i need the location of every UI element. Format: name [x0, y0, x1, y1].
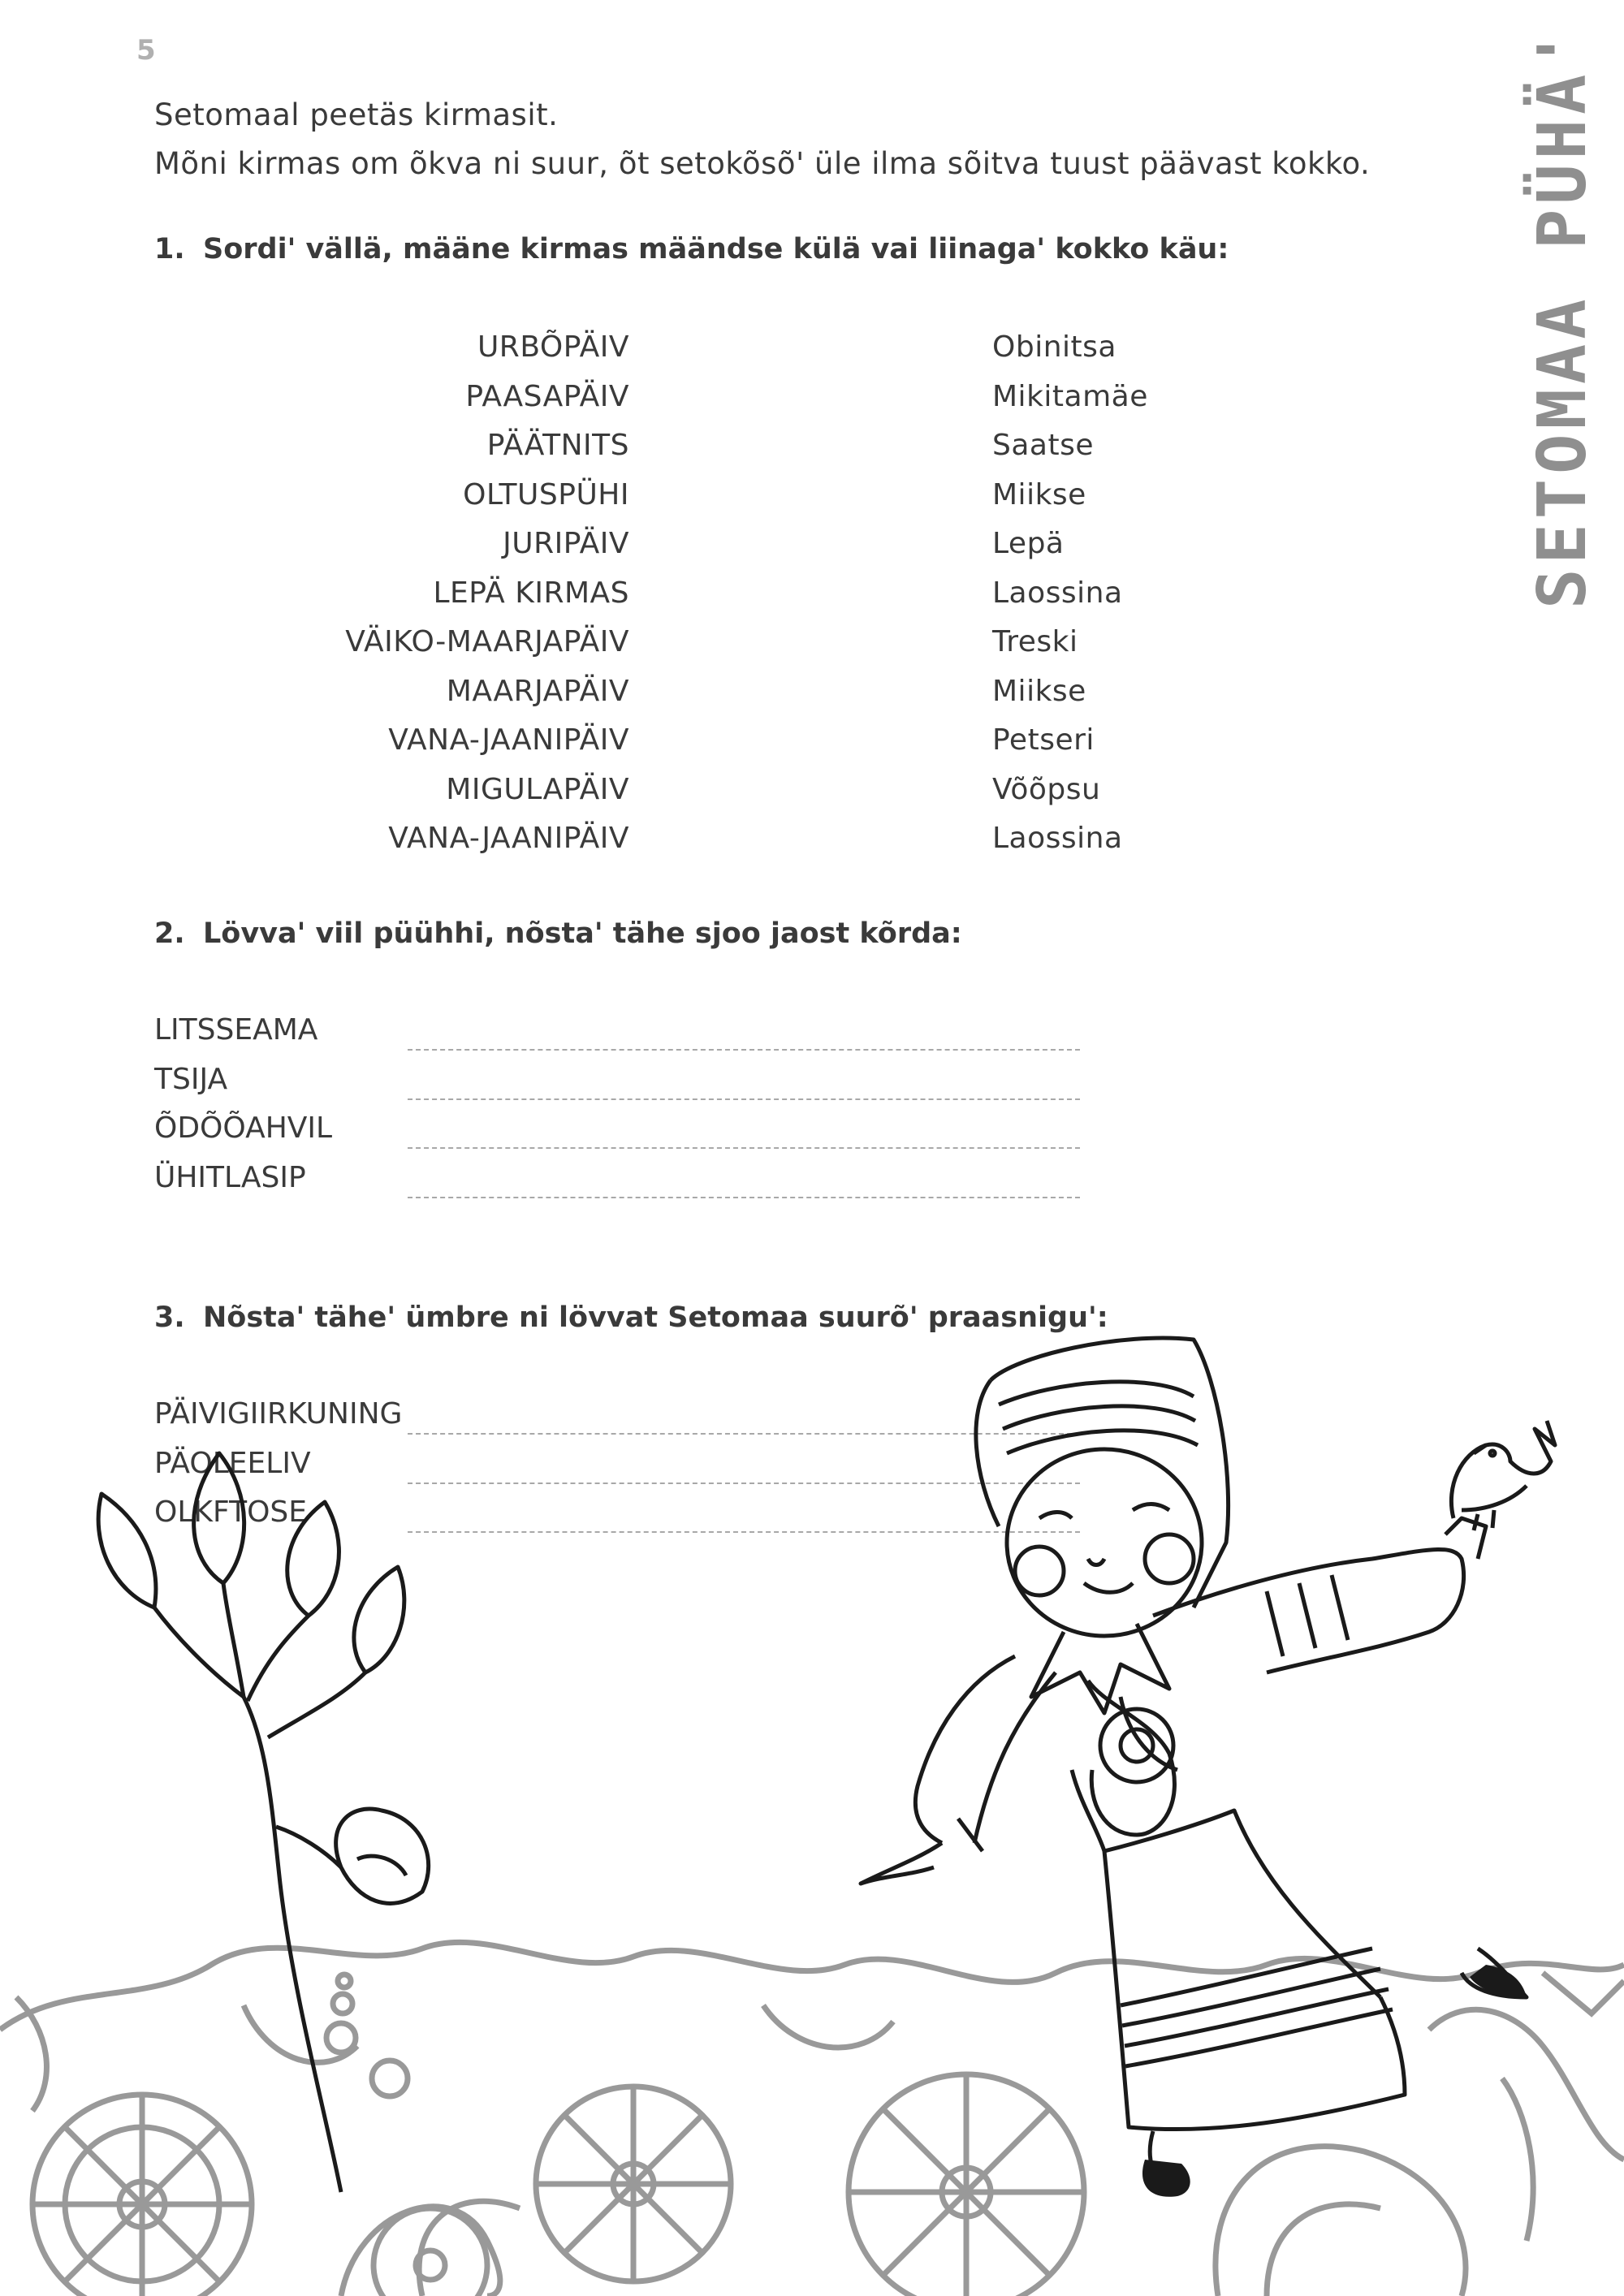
holiday-item: MAARJAPÄIV — [446, 674, 629, 708]
scrambled-word: OLKFTOSE — [154, 1495, 307, 1529]
illustration — [0, 1315, 1624, 2296]
task-1-text: Sordi' vällä, määne kirmas määndse külä vai liinaga' kokko käu: — [203, 233, 1229, 265]
scrambled-word: LITSSEAMA — [154, 1013, 318, 1047]
holiday-item: LEPÄ KIRMAS — [433, 576, 629, 610]
bird-icon — [1451, 1421, 1555, 1530]
place-item: Lepä — [992, 527, 1065, 560]
place-item: Saatse — [992, 429, 1094, 462]
place-item: Laossina — [992, 576, 1123, 610]
place-item: Mikitamäe — [992, 379, 1148, 413]
place-item: Laossina — [992, 822, 1123, 855]
page-number: 5 — [136, 34, 156, 67]
scramble-row — [154, 1007, 934, 1056]
boot-icon — [1142, 2160, 1190, 2197]
holiday-item: VANA-JAANIPÄIV — [388, 822, 629, 855]
place-list — [992, 323, 1317, 864]
task-2-text: Lövva' viil püühhi, nõsta' tähe sjoo jaost kõrda: — [203, 917, 962, 950]
place-item: Petseri — [992, 723, 1095, 757]
intro-line-2: Mõni kirmas om õkva ni suur, õt setokõsõ' üle ilma sõitva tuust päävast kokko. — [154, 146, 1371, 181]
task-3-number: 3. — [154, 1301, 185, 1334]
holiday-item: OLTUSPÜHI — [463, 477, 629, 511]
holiday-item: VÄIKO-MAARJAPÄIV — [345, 625, 629, 658]
holiday-list — [211, 323, 629, 864]
task-2-words — [154, 1007, 934, 1203]
answer-line[interactable] — [408, 1197, 1080, 1198]
holiday-item: URBÕPÄIV — [477, 330, 629, 364]
holiday-item: MIGULAPÄIV — [446, 772, 629, 806]
answer-line[interactable] — [408, 1147, 1080, 1149]
answer-line[interactable] — [408, 1049, 1080, 1051]
place-item: Miikse — [992, 477, 1086, 511]
task-1-number: 1. — [154, 233, 185, 265]
scrambled-word: PÄOLEELIV — [154, 1446, 311, 1480]
place-item: Treski — [992, 625, 1078, 658]
intro-text — [154, 91, 1370, 188]
scrambled-word: TSIJA — [154, 1062, 228, 1096]
place-item: Miikse — [992, 674, 1086, 708]
scrambled-word: ÜHITLASIP — [154, 1160, 306, 1194]
scramble-row — [154, 1056, 934, 1106]
task-2-heading — [154, 917, 962, 950]
side-title: SETOMAA PÜHÄ' — [1524, 24, 1601, 609]
task-3-text: Nõsta' tähe' ümbre ni lövvat Setomaa suurõ' praasnigu': — [203, 1301, 1108, 1334]
holiday-item: PÄÄTNITS — [486, 429, 629, 462]
boot-icon — [1470, 1965, 1527, 1997]
scramble-row — [154, 1105, 934, 1154]
scrambled-word: ÕDÕÕAHVIL — [154, 1111, 333, 1145]
holiday-item: PAASAPÄIV — [465, 379, 629, 413]
answer-line[interactable] — [408, 1098, 1080, 1100]
task-1-heading — [154, 233, 1229, 265]
scramble-row — [154, 1154, 934, 1204]
intro-line-1: Setomaal peetäs kirmasit. — [154, 97, 559, 132]
task-2-number: 2. — [154, 917, 185, 950]
seto-girl-icon — [861, 1338, 1527, 2192]
holiday-item: VANA-JAANIPÄIV — [388, 723, 629, 757]
branch-icon — [98, 1453, 429, 2192]
place-item: Võõpsu — [992, 772, 1101, 806]
holiday-item: JURIPÄIV — [503, 527, 629, 560]
place-item: Obinitsa — [992, 330, 1116, 364]
scrambled-word: PÄIVIGIIRKUNING — [154, 1397, 403, 1431]
